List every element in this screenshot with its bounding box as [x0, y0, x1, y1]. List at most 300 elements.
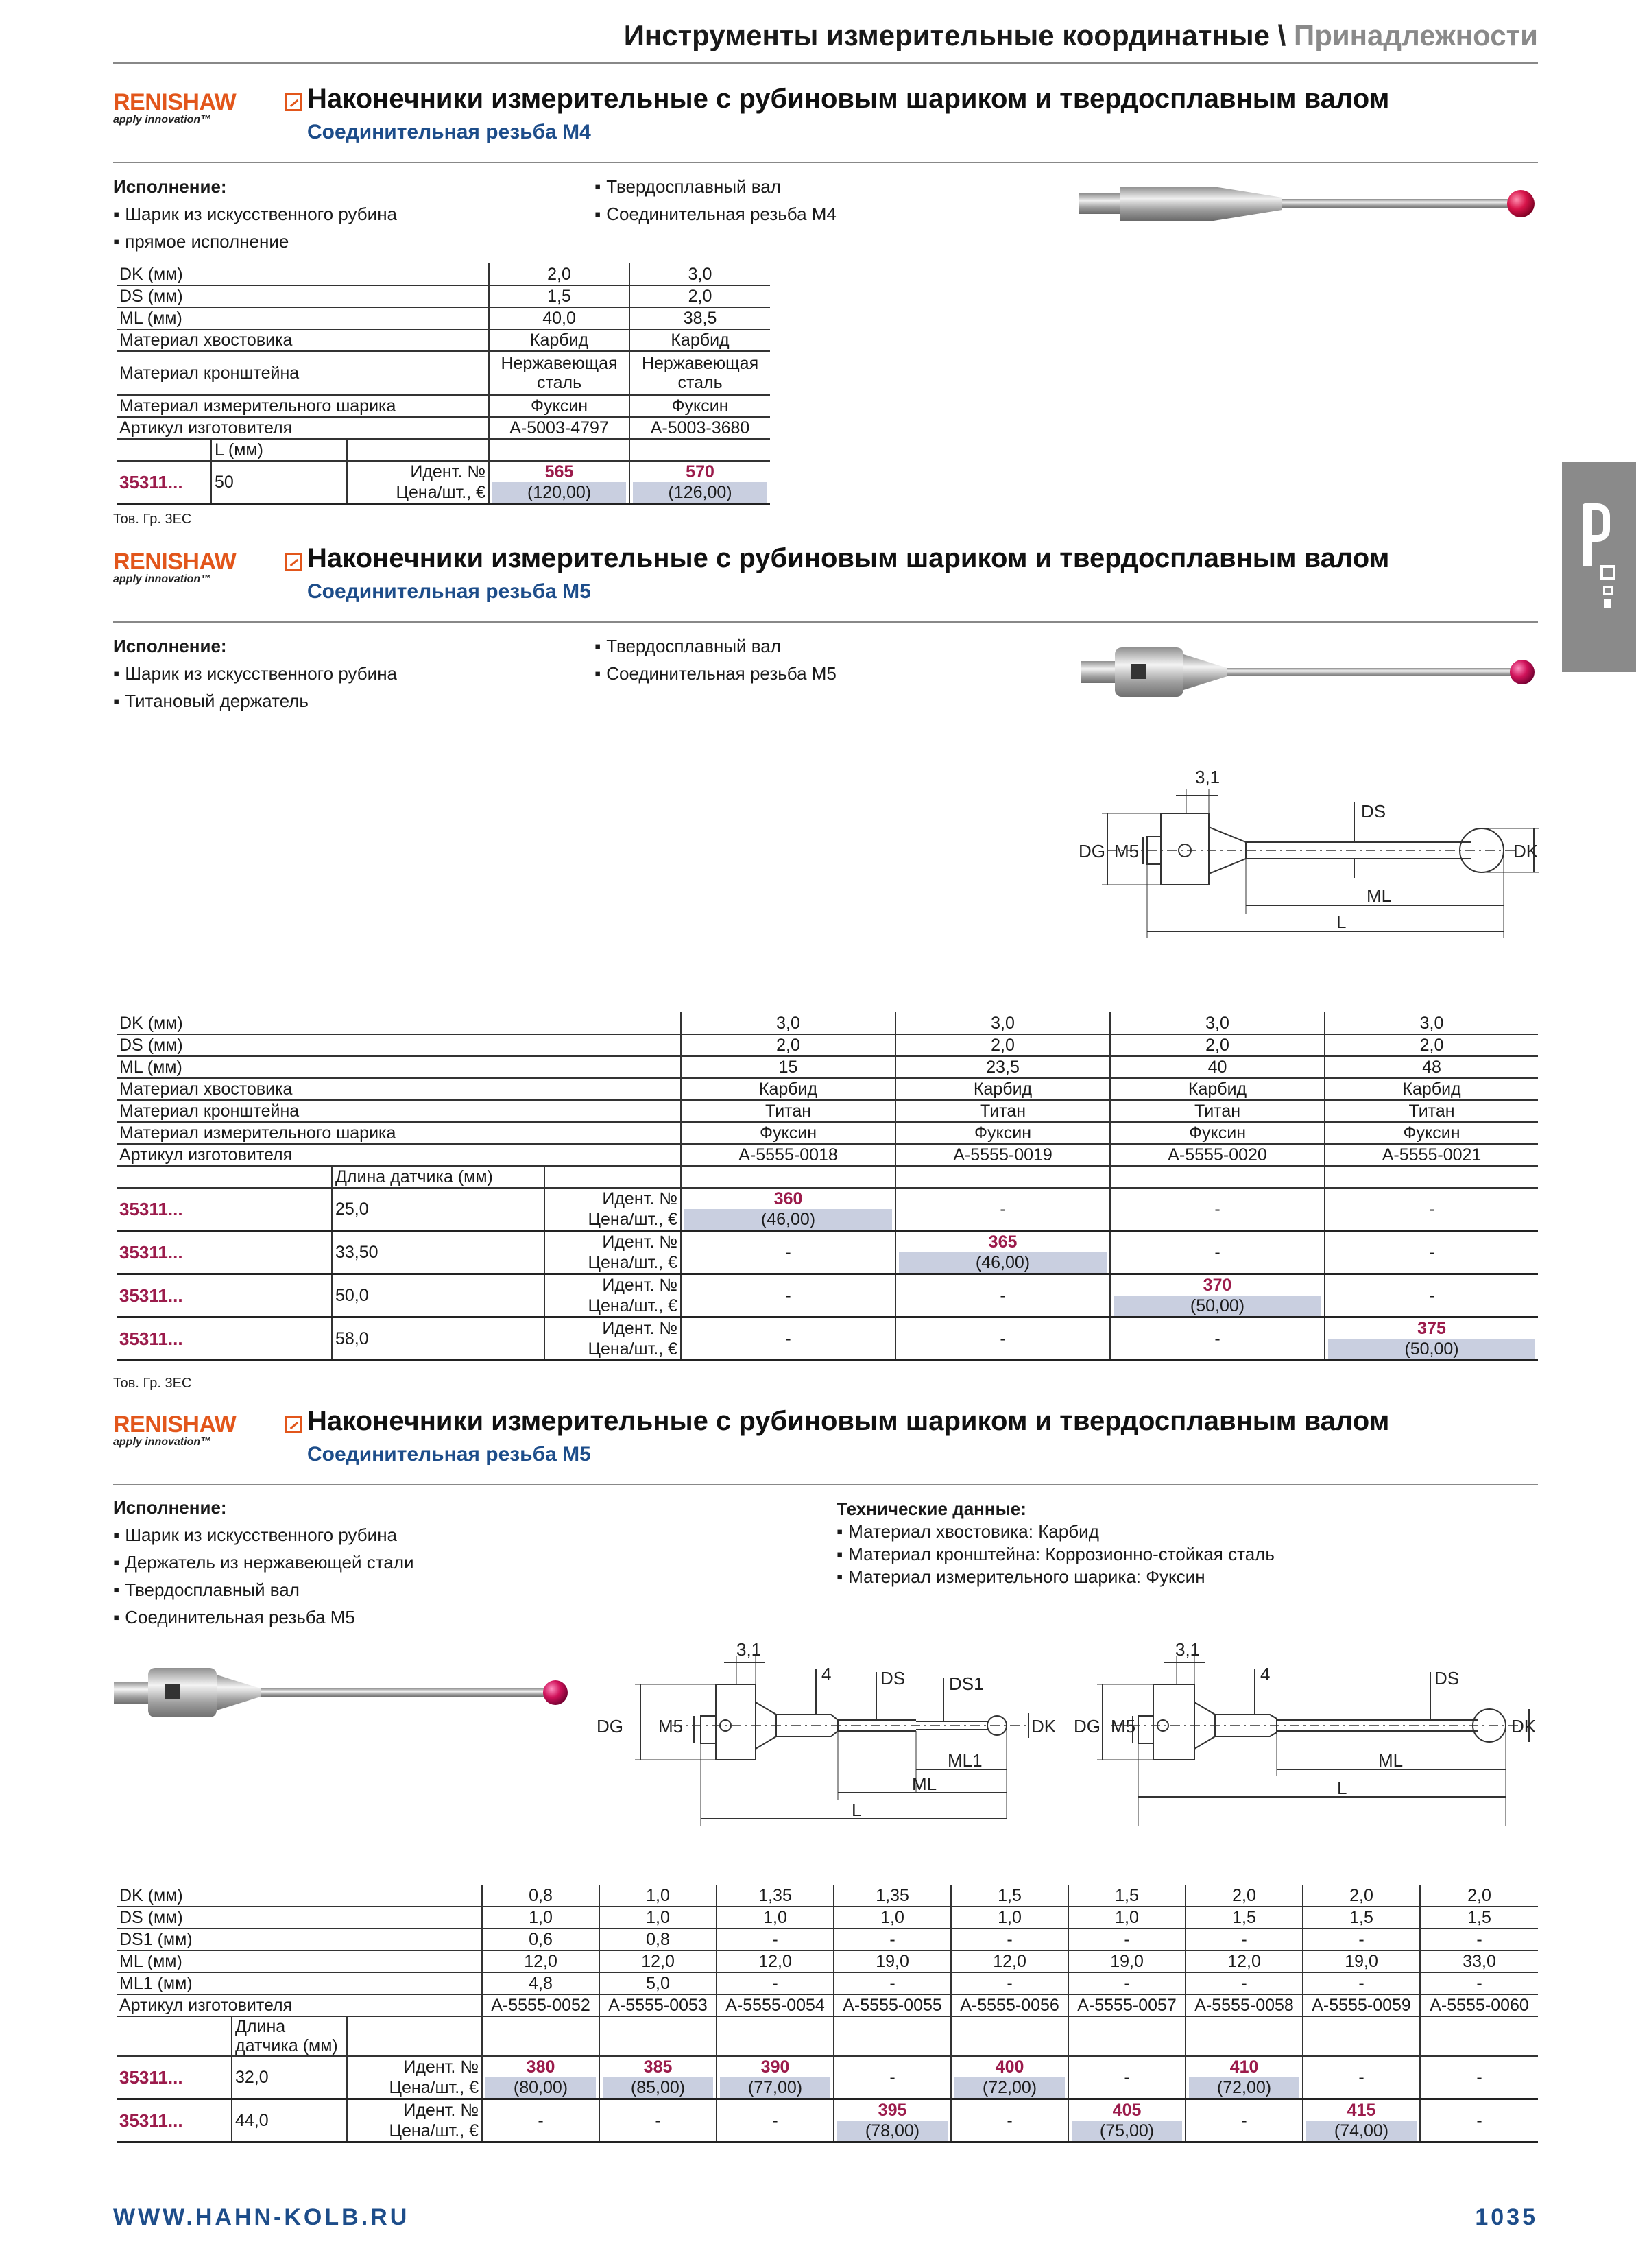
value-cell: Фуксин: [895, 1122, 1110, 1144]
value-cell: 19,0: [1303, 1950, 1420, 1972]
dim-31-label: 3,1: [736, 1642, 762, 1660]
price-value: (120,00): [492, 482, 626, 503]
ruby-ball: [543, 1680, 568, 1705]
section-3-title: Наконечники измерительные с рубиновым шариком и твердосплавным валом: [307, 1406, 1390, 1436]
section-2-rule: [113, 621, 1538, 623]
ident-cell[interactable]: [834, 2099, 951, 2142]
drawing-holder: [1161, 813, 1209, 885]
table-row: [117, 1950, 1538, 1972]
tab-probe-icon-2: [1603, 586, 1613, 595]
value-cell: 1,0: [834, 1907, 951, 1929]
dimension-diagram-2: [590, 1642, 1070, 1841]
ident-number: 365: [988, 1232, 1018, 1252]
dim-ds-label: DS: [1434, 1668, 1460, 1688]
value-cell: 19,0: [834, 1950, 951, 1972]
dim-dg-label: DG: [1079, 841, 1105, 861]
row-label: ML (мм): [117, 1056, 681, 1078]
empty-dash: -: [1428, 1243, 1435, 1262]
ident-cell: [895, 1317, 1110, 1361]
ident-number: 405: [1112, 2101, 1142, 2120]
blank-cell: [951, 2016, 1068, 2056]
price-value: (74,00): [1306, 2121, 1417, 2141]
value-cell: -: [834, 1929, 951, 1950]
dim-ds-label: DS: [880, 1668, 906, 1688]
value-cell: 2,0: [895, 1034, 1110, 1056]
value-cell: 3,0: [1110, 1012, 1325, 1034]
value-cell: 1,5: [1186, 1907, 1303, 1929]
order-row: [117, 1274, 1538, 1317]
value-cell: A-5555-0060: [1420, 1994, 1538, 2016]
dim-dg-label: DG: [597, 1716, 623, 1736]
row-label: Материал хвостовика: [117, 1078, 681, 1100]
row-label: Артикул изготовителя: [117, 1994, 482, 2016]
brand-name: RENISHAW: [113, 1411, 237, 1437]
blank-cell: [1186, 2016, 1303, 2056]
title-separator: \: [1277, 19, 1286, 51]
value-cell: -: [1068, 1929, 1186, 1950]
dim-ds1-label: DS1: [949, 1673, 984, 1694]
features-heading: Исполнение:: [113, 636, 227, 656]
table-row: [117, 1972, 1538, 1994]
value-cell: 12,0: [599, 1950, 717, 1972]
blank-cell: [1420, 2016, 1538, 2056]
price-label: Цена/шт., €: [396, 483, 486, 502]
dim-4-label: 4: [1260, 1664, 1271, 1684]
price-value: (50,00): [1328, 1339, 1535, 1359]
value-cell: 15: [681, 1056, 895, 1078]
value-cell: A-5555-0054: [717, 1994, 834, 2016]
price-value: (72,00): [1189, 2077, 1299, 2098]
tab-probe-icon-1: [1600, 565, 1615, 580]
blank-cell: [681, 1166, 895, 1188]
dim-m5-label: M5: [1114, 841, 1140, 861]
dim-31-label: 3,1: [1195, 767, 1220, 787]
article-number: 35311...: [117, 1317, 332, 1361]
value-cell: Карбид: [1110, 1078, 1325, 1100]
ident-number: 565: [544, 462, 574, 481]
ident-cell[interactable]: [1186, 2056, 1303, 2099]
blank-cell: [834, 2016, 951, 2056]
empty-dash: -: [1007, 2111, 1013, 2130]
ident-cell: [681, 1274, 895, 1317]
empty-dash: -: [1358, 2068, 1364, 2087]
value-cell: 4,8: [482, 1972, 599, 1994]
value-cell: -: [1186, 1972, 1303, 1994]
row-label: Материал хвостовика: [117, 329, 489, 351]
dim-ds-label: DS: [1361, 801, 1386, 822]
probe-hole: [1131, 664, 1146, 679]
value-cell: 40,0: [489, 307, 629, 329]
brand-tagline: apply innovation™: [113, 573, 212, 585]
dim-dk-label: DK: [1511, 1716, 1537, 1736]
drawing-shaft: [1246, 842, 1471, 859]
section-1-spec-table: [117, 263, 770, 505]
feature-item: ▪ Шарик из искусственного рубина: [113, 660, 397, 687]
ident-price-label: [347, 2056, 482, 2099]
ident-number: 395: [878, 2101, 907, 2120]
col-header: Длина датчика (мм): [232, 2016, 347, 2056]
ident-cell[interactable]: [482, 2056, 599, 2099]
value-cell: 1,0: [599, 1885, 717, 1907]
dim-l-label: L: [1337, 1778, 1347, 1798]
value-cell: A-5555-0018: [681, 1144, 895, 1166]
ident-label: Идент. №: [410, 462, 486, 481]
table-row: [117, 1929, 1538, 1950]
blank-cell: [1325, 1166, 1538, 1188]
value-cell: 48: [1325, 1056, 1538, 1078]
ident-cell[interactable]: [1325, 1317, 1538, 1361]
section-3-spec-table: [117, 1885, 1538, 2143]
value-cell: 3,0: [895, 1012, 1110, 1034]
price-label: Цена/шт., €: [588, 1339, 678, 1359]
blank-cell: [482, 2016, 599, 2056]
row-label: ML (мм): [117, 307, 489, 329]
blank-cell: [629, 439, 770, 461]
article-number: 35311...: [117, 2099, 232, 2142]
price-value: (46,00): [899, 1252, 1107, 1273]
value-cell: Фуксин: [1110, 1122, 1325, 1144]
value-cell: -: [1420, 1929, 1538, 1950]
length-value: 32,0: [232, 2056, 347, 2099]
side-tab-p[interactable]: [1562, 462, 1636, 672]
order-row: [117, 1317, 1538, 1361]
brand-name: RENISHAW: [113, 89, 237, 115]
dim-dk-label: DK: [1513, 841, 1539, 861]
dim-ml-label: ML: [1367, 885, 1392, 906]
value-cell: Нержавеющая сталь: [629, 351, 770, 395]
value-cell: 1,5: [1303, 1907, 1420, 1929]
row-label: DK (мм): [117, 1012, 681, 1034]
price-value: (72,00): [954, 2077, 1065, 2098]
value-cell: 2,0: [1325, 1034, 1538, 1056]
empty-dash: -: [655, 2111, 661, 2130]
ident-cell: [1325, 1274, 1538, 1317]
feature-item: ▪ Соединительная резьба M5: [594, 660, 837, 687]
ident-cell[interactable]: [629, 461, 770, 504]
value-cell: -: [1186, 1929, 1303, 1950]
ident-cell: [1110, 1231, 1325, 1274]
table-row: [117, 1078, 1538, 1100]
table-row: [117, 351, 770, 395]
value-cell: 19,0: [1068, 1950, 1186, 1972]
value-cell: 0,8: [482, 1885, 599, 1907]
value-cell: -: [1068, 1972, 1186, 1994]
ident-cell[interactable]: [951, 2056, 1068, 2099]
value-cell: A-5555-0055: [834, 1994, 951, 2016]
table-row: [117, 1100, 1538, 1122]
article-number: 35311...: [117, 1274, 332, 1317]
price-label: Цена/шт., €: [389, 2078, 479, 2097]
blank-cell: [347, 2016, 482, 2056]
value-cell: -: [1420, 1972, 1538, 1994]
value-cell: A-5003-4797: [489, 417, 629, 439]
row-label: DS (мм): [117, 285, 489, 307]
row-label: DS (мм): [117, 1034, 681, 1056]
ident-cell: [1420, 2056, 1538, 2099]
value-cell: A-5555-0056: [951, 1994, 1068, 2016]
ident-price-label: [544, 1317, 681, 1361]
section-1-rule: [113, 162, 1538, 163]
ident-cell: [1420, 2099, 1538, 2142]
feature-item: ▪ Шарик из искусственного рубина: [113, 1521, 414, 1549]
value-cell: -: [951, 1929, 1068, 1950]
empty-dash: -: [785, 1329, 791, 1348]
tech-item: ▪ Материал хвостовика: Карбид: [837, 1520, 1275, 1543]
ident-cell: [951, 2099, 1068, 2142]
length-value: 50,0: [332, 1274, 544, 1317]
value-cell: -: [834, 1972, 951, 1994]
probe-holder: [1115, 647, 1183, 697]
dim-dg-label: DG: [1074, 1716, 1100, 1736]
dim-ml1-label: ML1: [948, 1750, 983, 1771]
ident-price-label: [347, 461, 489, 504]
probe-hole: [165, 1684, 180, 1699]
ident-cell[interactable]: [717, 2056, 834, 2099]
section-3-tech-data: [837, 1498, 1275, 1588]
table-row: [117, 1144, 1538, 1166]
table-row: [117, 1885, 1538, 1907]
table-row: [117, 329, 770, 351]
value-cell: 40: [1110, 1056, 1325, 1078]
empty-dash: -: [772, 2111, 778, 2130]
value-cell: Титан: [1110, 1100, 1325, 1122]
brand-name: RENISHAW: [113, 549, 237, 575]
ident-number: 360: [773, 1189, 803, 1208]
value-cell: 23,5: [895, 1056, 1110, 1078]
table-row: [117, 1907, 1538, 1929]
ident-cell[interactable]: [599, 2056, 717, 2099]
value-cell: 1,5: [1420, 1907, 1538, 1929]
value-cell: 1,35: [834, 1885, 951, 1907]
value-cell: A-5555-0020: [1110, 1144, 1325, 1166]
value-cell: 2,0: [1303, 1885, 1420, 1907]
section-3-subtitle: Соединительная резьба M5: [307, 1443, 591, 1466]
ident-number: 570: [686, 462, 714, 481]
ident-cell: [1186, 2099, 1303, 2142]
probe-taper: [217, 1675, 261, 1710]
ident-cell: [717, 2099, 834, 2142]
footer-url-link[interactable]: WWW.HAHN-KOLB.RU: [113, 2204, 410, 2230]
page-title-main: Инструменты измерительные координатные: [623, 19, 1270, 51]
ident-cell[interactable]: [1303, 2099, 1420, 2142]
value-cell: 3,0: [1325, 1012, 1538, 1034]
ident-cell: [1303, 2056, 1420, 2099]
dim-31-label: 3,1: [1175, 1642, 1201, 1660]
table-header-row: [117, 439, 770, 461]
value-cell: 2,0: [629, 285, 770, 307]
ident-cell: [1325, 1231, 1538, 1274]
value-cell: A-5003-3680: [629, 417, 770, 439]
article-number: 35311...: [117, 1188, 332, 1231]
probe-shaft: [1227, 668, 1515, 676]
row-label: DS (мм): [117, 1907, 482, 1929]
ident-cell: [834, 2056, 951, 2099]
ruby-ball: [1507, 190, 1535, 217]
value-cell: A-5555-0053: [599, 1994, 717, 2016]
section-2-group: Тов. Гр. 3EC: [113, 1376, 192, 1391]
value-cell: A-5555-0059: [1303, 1994, 1420, 2016]
value-cell: 5,0: [599, 1972, 717, 1994]
section-1-features: [113, 173, 397, 255]
ident-cell[interactable]: [681, 1188, 895, 1231]
table-row: [117, 417, 770, 439]
value-cell: Карбид: [681, 1078, 895, 1100]
blank-cell: [717, 2016, 834, 2056]
row-label: Материал измерительного шарика: [117, 1122, 681, 1144]
ident-cell[interactable]: [895, 1231, 1110, 1274]
length-value: 58,0: [332, 1317, 544, 1361]
value-cell: 3,0: [629, 263, 770, 285]
section-3-rule: [113, 1484, 1538, 1485]
tech-heading: Технические данные:: [837, 1499, 1026, 1519]
row-label: DK (мм): [117, 263, 489, 285]
value-cell: 2,0: [681, 1034, 895, 1056]
probe-shaft: [261, 1688, 549, 1697]
drawing-thread: [701, 1716, 716, 1743]
ident-cell: [1110, 1317, 1325, 1361]
ident-price-label: [347, 2099, 482, 2142]
table-row: [117, 395, 770, 417]
price-value: (126,00): [633, 482, 767, 503]
value-cell: Фуксин: [629, 395, 770, 417]
empty-dash: -: [538, 2111, 544, 2130]
empty-dash: -: [785, 1243, 791, 1262]
blank-cell: [117, 1166, 332, 1188]
value-cell: -: [1303, 1929, 1420, 1950]
section-3-features: [113, 1494, 414, 1631]
table-row: [117, 1056, 1538, 1078]
row-label: DK (мм): [117, 1885, 482, 1907]
value-cell: 12,0: [951, 1950, 1068, 1972]
brand-tagline: apply innovation™: [113, 1436, 212, 1448]
feature-item: ▪ Держатель из нержавеющей стали: [113, 1549, 414, 1576]
empty-dash: -: [889, 2068, 895, 2087]
table-header-row: [117, 1166, 1538, 1188]
ident-cell: [895, 1188, 1110, 1231]
price-label: Цена/шт., €: [588, 1253, 678, 1272]
ident-number: 385: [643, 2057, 673, 2077]
brand-mark-icon: [285, 93, 302, 111]
price-label: Цена/шт., €: [389, 2121, 479, 2140]
section-1-subtitle: Соединительная резьба M4: [307, 121, 591, 143]
value-cell: 33,0: [1420, 1950, 1538, 1972]
value-cell: A-5555-0058: [1186, 1994, 1303, 2016]
feature-item: ▪ Твердосплавный вал: [594, 632, 837, 660]
price-value: (50,00): [1114, 1296, 1321, 1316]
value-cell: 38,5: [629, 307, 770, 329]
value-cell: Титан: [1325, 1100, 1538, 1122]
empty-dash: -: [1214, 1243, 1220, 1262]
ident-cell: [1068, 2056, 1186, 2099]
blank-cell: [489, 439, 629, 461]
value-cell: -: [717, 1972, 834, 1994]
blank-cell: [117, 2016, 232, 2056]
section-2-features: [113, 632, 397, 715]
article-number: 35311...: [117, 2056, 232, 2099]
ident-cell[interactable]: [489, 461, 629, 504]
ident-number: 375: [1417, 1319, 1446, 1338]
length-value: 44,0: [232, 2099, 347, 2142]
price-value: (80,00): [485, 2077, 596, 2098]
dimension-diagram-3: [1070, 1642, 1543, 1841]
value-cell: A-5555-0052: [482, 1994, 599, 2016]
blank-cell: [599, 2016, 717, 2056]
value-cell: 1,0: [482, 1907, 599, 1929]
article-number: 35311...: [117, 1231, 332, 1274]
ident-cell: [482, 2099, 599, 2142]
value-cell: 1,5: [489, 285, 629, 307]
value-cell: 2,0: [1420, 1885, 1538, 1907]
value-cell: Фуксин: [1325, 1122, 1538, 1144]
blank-cell: [347, 439, 489, 461]
ident-cell: [895, 1274, 1110, 1317]
value-cell: Карбид: [629, 329, 770, 351]
table-row: [117, 1012, 1538, 1034]
price-value: (77,00): [720, 2077, 830, 2098]
blank-cell: [117, 439, 211, 461]
price-label: Цена/шт., €: [588, 1296, 678, 1315]
feature-item: ▪ Твердосплавный вал: [113, 1576, 414, 1603]
feature-item: ▪ Титановый держатель: [113, 687, 397, 715]
blank-cell: [895, 1166, 1110, 1188]
dim-dk-label: DK: [1031, 1716, 1057, 1736]
tab-letter-stem: [1583, 539, 1592, 566]
table-row: [117, 307, 770, 329]
dim-m5-label: M5: [1111, 1716, 1136, 1736]
row-label: ML1 (мм): [117, 1972, 482, 1994]
value-cell: 1,0: [717, 1907, 834, 1929]
page-number: 1035: [1475, 2204, 1538, 2230]
probe-taper: [1183, 654, 1227, 690]
ident-label: Идент. №: [602, 1276, 678, 1295]
length-value: 25,0: [332, 1188, 544, 1231]
page-title-sub: Принадлежности: [1294, 19, 1538, 51]
dim-m5-label: M5: [658, 1716, 684, 1736]
dim-l-label: L: [852, 1800, 862, 1820]
ident-number: 370: [1203, 1276, 1232, 1295]
value-cell: 1,5: [951, 1885, 1068, 1907]
value-cell: -: [717, 1929, 834, 1950]
ident-cell: [1110, 1188, 1325, 1231]
row-label: ML (мм): [117, 1950, 482, 1972]
ident-cell[interactable]: [1068, 2099, 1186, 2142]
blank-cell: [1110, 1166, 1325, 1188]
row-label: Материал кронштейна: [117, 1100, 681, 1122]
probe-shaft: [1282, 199, 1515, 208]
empty-dash: -: [1428, 1286, 1435, 1305]
feature-item: ▪ Твердосплавный вал: [594, 173, 837, 200]
ident-cell[interactable]: [1110, 1274, 1325, 1317]
empty-dash: -: [1214, 1329, 1220, 1348]
ident-number: 380: [526, 2057, 555, 2077]
dim-l-label: L: [1336, 911, 1347, 932]
ident-label: Идент. №: [602, 1319, 678, 1338]
brand-mark-icon: [285, 1416, 302, 1433]
table-row: [117, 263, 770, 285]
section-1-group: Тов. Гр. 3EC: [113, 512, 192, 527]
row-label: Материал измерительного шарика: [117, 395, 489, 417]
feature-item: ▪ Соединительная резьба M4: [594, 200, 837, 228]
ident-price-label: [544, 1274, 681, 1317]
probe-thread: [1079, 193, 1120, 214]
value-cell: 2,0: [1186, 1885, 1303, 1907]
dimension-diagram-1: [1066, 761, 1546, 953]
value-cell: 12,0: [1186, 1950, 1303, 1972]
order-row: [117, 2099, 1538, 2142]
brand-mark-icon: [285, 553, 302, 571]
value-cell: -: [1303, 1972, 1420, 1994]
dim-ml-label: ML: [1378, 1750, 1404, 1771]
